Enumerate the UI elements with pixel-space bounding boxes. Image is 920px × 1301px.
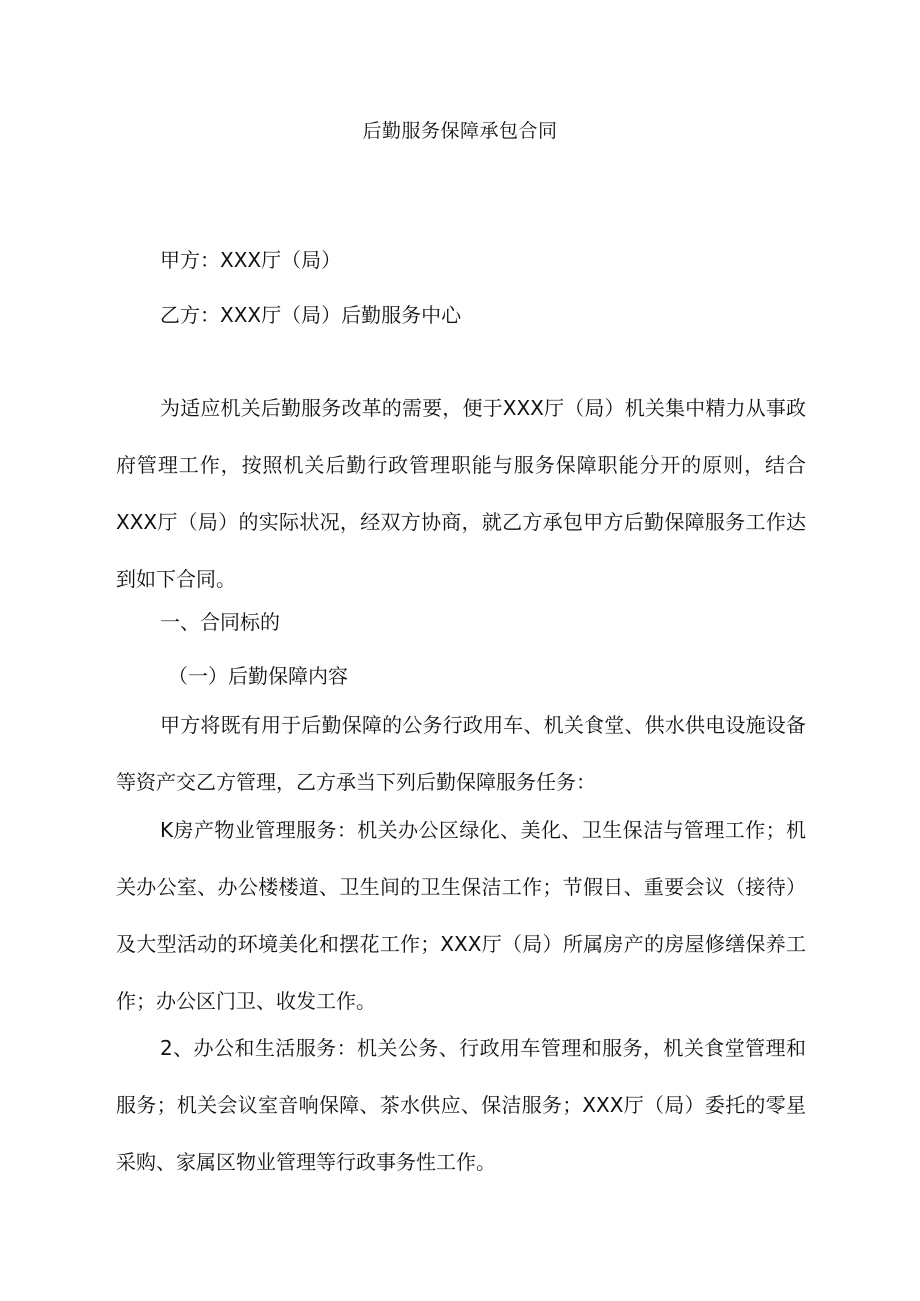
subsection-heading-1: （一）后勤保障内容	[168, 664, 348, 688]
service-item-2: 2、办公和生活服务：机关公务、行政用车管理和服务，机关食堂管理和服务；机关会议室音响保障、茶水供应、保洁服务；XXX厅（局）委托的零星采购、家属区物业管理等行政事务性工作。	[116, 1036, 806, 1174]
service-item-1: K房产物业管理服务：机关办公区绿化、美化、卫生保洁与管理工作；机关办公室、办公楼楼道、卫生间的卫生保洁工作；节假日、重要会议（接待）及大型活动的环境美化和摆花工作；XXX厅（局）所属房产的房屋修缮保养工作；办公区门卫、收发工作。	[116, 818, 806, 1013]
document-title: 后勤服务保障承包合同	[362, 120, 558, 142]
assets-paragraph: 甲方将既有用于后勤保障的公务行政用车、机关食堂、供水供电设施设备等资产交乙方管理，乙方承当下列后勤保障服务任务：	[116, 713, 806, 794]
party-a: 甲方：XXX厅（局）	[160, 248, 342, 272]
party-b: 乙方：XXX厅（局）后勤服务中心	[160, 303, 462, 327]
intro-paragraph: 为适应机关后勤服务改革的需要，便于XXX厅（局）机关集中精力从事政府管理工作，按照机关后勤行政管理职能与服务保障职能分开的原则，结合XXX厅（局）的实际状况，经双方协商，就乙方承包甲方后勤保障服务工作达到如下合同。	[116, 396, 806, 591]
section-heading-1: 一、合同标的	[160, 610, 280, 634]
